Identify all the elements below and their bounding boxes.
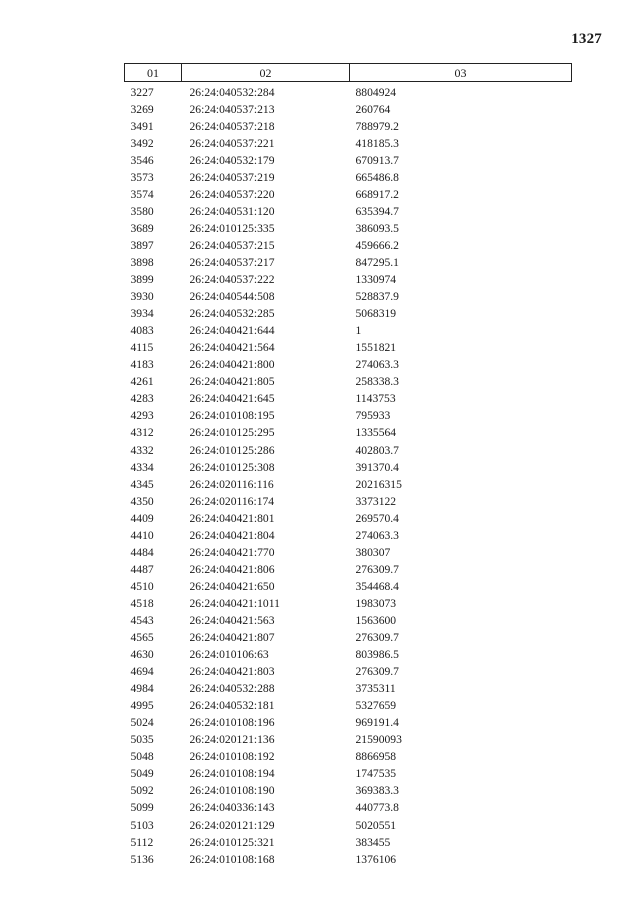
value-cell: 258338.3 [355,375,399,389]
row-number-cell: 4487 [130,562,154,576]
cadastral-number-cell: 26:24:020116:174 [189,494,275,508]
row-number-cell: 4410 [130,528,154,542]
value-cell: 274063.3 [355,528,399,542]
cadastral-number-cell: 26:24:010108:192 [189,750,275,764]
table-row [125,834,572,851]
table-row [125,561,572,578]
cadastral-number-cell: 26:24:040336:143 [189,801,275,815]
cadastral-number-cell: 26:24:010125:308 [189,460,275,474]
table-row [125,82,572,102]
header-col-03: 03 [350,64,572,82]
cadastral-number-cell: 26:24:040421:770 [189,545,275,559]
value-cell: 276309.7 [355,665,399,679]
value-cell: 1143753 [355,392,396,406]
cadastral-number-cell: 26:24:040537:220 [189,187,275,201]
table-row [125,647,572,664]
cadastral-number-cell: 26:24:040421:645 [189,392,275,406]
cadastral-number-cell: 26:24:020116:116 [189,477,274,491]
value-cell: 21590093 [355,733,402,747]
row-number-cell: 3492 [130,136,154,150]
row-number-cell: 4334 [130,460,154,474]
table-row [125,357,572,374]
value-cell: 3735311 [355,682,396,696]
table-row [125,272,572,289]
row-number-cell: 4293 [130,409,154,423]
cadastral-number-cell: 26:24:040421:1011 [189,596,280,610]
row-number-cell: 4409 [130,511,154,525]
table-row [125,510,572,527]
value-cell: 276309.7 [355,562,399,576]
value-cell: 803986.5 [355,648,399,662]
row-number-cell: 4332 [130,443,154,457]
row-number-cell: 3580 [130,204,154,218]
value-cell: 391370.4 [355,460,399,474]
cadastral-number-cell: 26:24:040532:181 [189,699,275,713]
row-number-cell: 5112 [130,835,154,849]
table-row [125,698,572,715]
value-cell: 969191.4 [355,716,399,730]
table-row [125,612,572,629]
cadastral-number-cell: 26:24:010125:335 [189,221,275,235]
value-cell: 459666.2 [355,238,399,252]
table-row [125,476,572,493]
cadastral-number-cell: 26:24:010108:196 [189,716,275,730]
row-number-cell: 5103 [130,818,154,832]
table-row [125,169,572,186]
row-number-cell: 5048 [130,750,154,764]
cadastral-number-cell: 26:24:040421:644 [189,324,275,338]
value-cell: 1 [355,324,362,338]
table-row [125,374,572,391]
table-row [125,391,572,408]
value-cell: 20216315 [355,477,402,491]
cadastral-number-cell: 26:24:010125:286 [189,443,275,457]
table-row [125,681,572,698]
table-row [125,817,572,834]
cadastral-number-cell: 26:24:040421:804 [189,528,275,542]
table-row [125,851,572,868]
row-number-cell: 3227 [130,85,154,99]
value-cell: 1335564 [355,426,397,440]
row-number-cell: 4694 [130,665,154,679]
row-number-cell: 4345 [130,477,154,491]
row-number-cell: 4630 [130,648,154,662]
row-number-cell: 3573 [130,170,154,184]
row-number-cell: 3899 [130,273,154,287]
table-row [125,459,572,476]
table-row [125,135,572,152]
table-row [125,118,572,135]
value-cell: 386093.5 [355,221,399,235]
header-row [125,64,572,82]
value-cell: 847295.1 [355,255,399,269]
table-row [125,527,572,544]
value-cell: 276309.7 [355,631,399,645]
table-row [125,595,572,612]
cadastral-number-cell: 26:24:040532:179 [189,153,275,167]
cadastral-number-cell: 26:24:040537:217 [189,255,275,269]
table-row [125,101,572,118]
row-number-cell: 4995 [130,699,154,713]
cadastral-number-cell: 26:24:010125:295 [189,426,275,440]
row-number-cell: 3269 [130,102,154,116]
cadastral-number-cell: 26:24:010108:168 [189,852,275,866]
cadastral-number-cell: 26:24:040537:218 [189,119,275,133]
cadastral-number-cell: 26:24:040421:801 [189,511,275,525]
row-number-cell: 3546 [130,153,154,167]
page-number: 1327 [571,31,602,47]
value-cell: 5020551 [355,818,397,832]
value-cell: 1983073 [355,596,397,610]
value-cell: 8866958 [355,750,397,764]
cadastral-number-cell: 26:24:010125:321 [189,835,275,849]
value-cell: 670913.7 [355,153,399,167]
value-cell: 440773.8 [355,801,399,815]
row-number-cell: 4543 [130,613,154,627]
value-cell: 5068319 [355,307,397,321]
cadastral-number-cell: 26:24:040537:221 [189,136,275,150]
cadastral-number-cell: 26:24:020121:129 [189,818,275,832]
table-row [125,578,572,595]
table-row [125,493,572,510]
row-number-cell: 4183 [130,358,154,372]
table-row [125,715,572,732]
cadastral-number-cell: 26:24:040421:563 [189,613,275,627]
row-number-cell: 4083 [130,324,154,338]
table-row [125,408,572,425]
row-number-cell: 5099 [130,801,154,815]
row-number-cell: 3574 [130,187,154,201]
cadastral-number-cell: 26:24:040532:284 [189,85,275,99]
value-cell: 274063.3 [355,358,399,372]
value-cell: 3373122 [355,494,397,508]
cadastral-number-cell: 26:24:040421:650 [189,579,275,593]
row-number-cell: 5035 [130,733,154,747]
row-number-cell: 5049 [130,767,154,781]
cadastral-number-cell: 26:24:040537:222 [189,273,275,287]
cadastral-number-cell: 26:24:010106:63 [189,648,269,662]
cadastral-number-cell: 26:24:040537:219 [189,170,275,184]
value-cell: 5327659 [355,699,397,713]
value-cell: 795933 [355,409,391,423]
table-row [125,766,572,783]
row-number-cell: 4261 [130,375,154,389]
cadastral-number-cell: 26:24:040544:508 [189,290,275,304]
table-row [125,800,572,817]
cadastral-number-cell: 26:24:040537:213 [189,102,275,116]
table-row [125,237,572,254]
row-number-cell: 3897 [130,238,154,252]
row-number-cell: 4484 [130,545,154,559]
table-row [125,323,572,340]
table-row [125,203,572,220]
row-number-cell: 5092 [130,784,154,798]
cadastral-number-cell: 26:24:040421:564 [189,341,275,355]
table-row [125,220,572,237]
cadastral-number-cell: 26:24:010108:194 [189,767,275,781]
row-number-cell: 4283 [130,392,154,406]
table-row [125,254,572,271]
table-row [125,749,572,766]
table-row [125,544,572,561]
header-col-02: 02 [182,64,350,82]
cadastral-number-cell: 26:24:040531:120 [189,204,275,218]
value-cell: 1376106 [355,852,397,866]
value-cell: 788979.2 [355,119,399,133]
value-cell: 354468.4 [355,579,399,593]
row-number-cell: 3898 [130,255,154,269]
cadastral-number-cell: 26:24:040532:288 [189,682,275,696]
table-body [125,82,572,869]
row-number-cell: 3491 [130,119,154,133]
table-row [125,664,572,681]
value-cell: 1747535 [355,767,397,781]
cadastral-number-cell: 26:24:040421:807 [189,631,275,645]
value-cell: 402803.7 [355,443,399,457]
table-row [125,289,572,306]
value-cell: 369383.3 [355,784,399,798]
value-cell: 380307 [355,545,391,559]
row-number-cell: 4518 [130,596,154,610]
value-cell: 635394.7 [355,204,399,218]
table-header [125,64,572,82]
row-number-cell: 4312 [130,426,154,440]
value-cell: 1551821 [355,341,397,355]
table-row [125,630,572,647]
value-cell: 1563600 [355,613,397,627]
row-number-cell: 3934 [130,307,154,321]
row-number-cell: 3689 [130,221,154,235]
value-cell: 418185.3 [355,136,399,150]
table-row [125,783,572,800]
row-number-cell: 4984 [130,682,154,696]
value-cell: 528837.9 [355,290,399,304]
row-number-cell: 5024 [130,716,154,730]
value-cell: 383455 [355,835,391,849]
cadastral-number-cell: 26:24:040421:805 [189,375,275,389]
cadastral-number-cell: 26:24:040421:800 [189,358,275,372]
cadastral-number-cell: 26:24:020121:136 [189,733,275,747]
cadastral-number-cell: 26:24:040532:285 [189,307,275,321]
value-cell: 8804924 [355,85,397,99]
table-row [125,340,572,357]
value-cell: 260764 [355,102,391,116]
value-cell: 665486.8 [355,170,399,184]
table-row [125,732,572,749]
cadastral-number-cell: 26:24:040537:215 [189,238,275,252]
cadastral-value-table [124,63,572,868]
cadastral-number-cell: 26:24:010108:190 [189,784,275,798]
cadastral-number-cell: 26:24:040421:803 [189,665,275,679]
header-col-01: 01 [125,64,182,82]
row-number-cell: 5136 [130,852,154,866]
table-row [125,442,572,459]
cadastral-number-cell: 26:24:040421:806 [189,562,275,576]
row-number-cell: 4510 [130,579,154,593]
value-cell: 1330974 [355,273,397,287]
row-number-cell: 4350 [130,494,154,508]
row-number-cell: 4565 [130,631,154,645]
table-row [125,152,572,169]
value-cell: 269570.4 [355,511,399,525]
row-number-cell: 3930 [130,290,154,304]
table-row [125,306,572,323]
table-row [125,425,572,442]
table-row [125,186,572,203]
cadastral-number-cell: 26:24:010108:195 [189,409,275,423]
value-cell: 668917.2 [355,187,399,201]
row-number-cell: 4115 [130,341,154,355]
